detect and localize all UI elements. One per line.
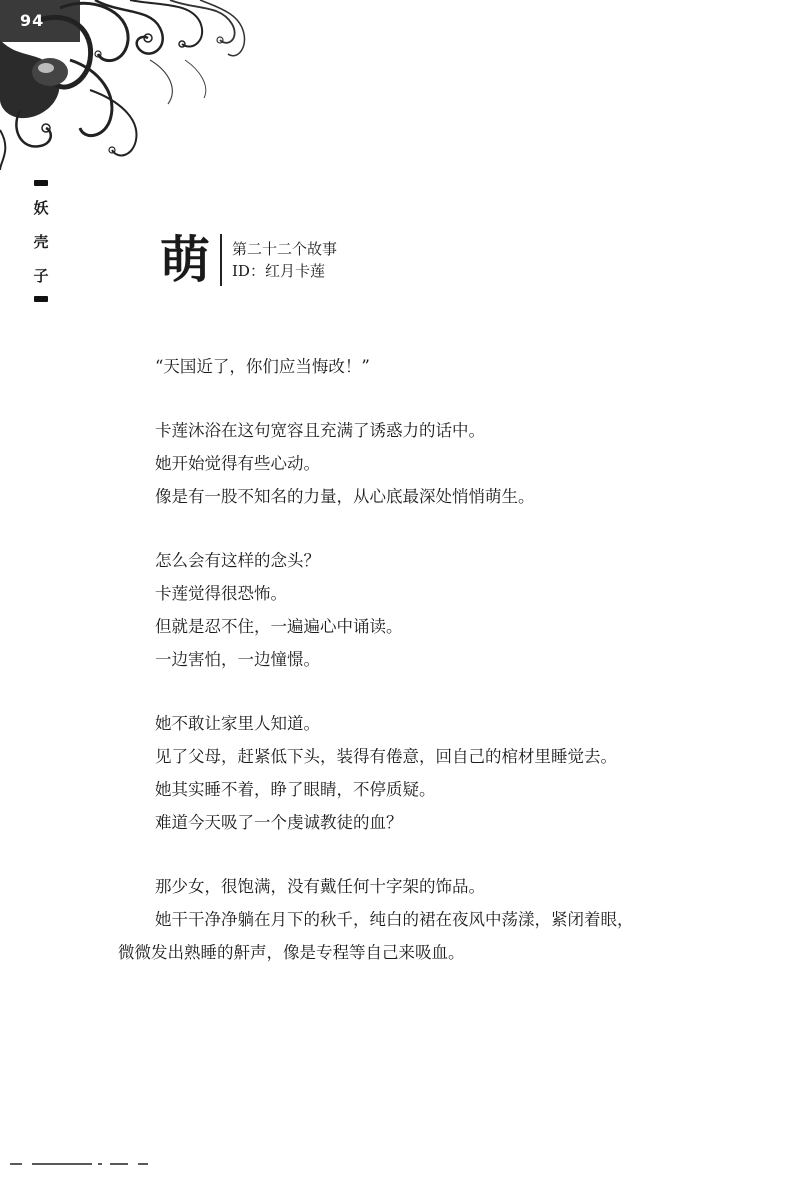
text-line: 她开始觉得有些心动。: [155, 454, 320, 473]
text-line: 见了父母，赶紧低下头，装得有倦意，回自己的棺材里睡觉去。: [155, 747, 617, 766]
chapter-title-char: 萌: [160, 230, 210, 289]
book-title-vertical: [30, 180, 52, 302]
title-bracket-bottom: [34, 296, 48, 302]
book-title-chars: [33, 200, 48, 284]
page-number: 94: [20, 11, 45, 30]
author-id: ID：红月卡莲: [232, 262, 325, 280]
text-line: 卡莲觉得很恐怖。: [155, 584, 287, 603]
text-line: 像是有一股不知名的力量，从心底最深处悄悄萌生。: [155, 487, 535, 506]
chapter-heading: [160, 228, 337, 292]
story-body: [118, 350, 718, 1000]
paragraph: [118, 707, 718, 839]
heading-divider: [220, 234, 222, 286]
book-title-char: 壳: [33, 233, 49, 251]
chapter-meta: [232, 238, 337, 282]
title-bracket-top: [34, 180, 48, 186]
book-title-char: 子: [33, 267, 49, 285]
footer-scan-marks: [10, 1160, 160, 1168]
text-line: 卡莲沐浴在这句宽容且充满了诱惑力的话中。: [155, 421, 485, 440]
text-line: 微微发出熟睡的鼾声，像是专程等自己来吸血。: [118, 943, 465, 962]
text-line: 怎么会有这样的念头？: [155, 551, 320, 570]
text-line: 难道今天吸了一个虔诚教徒的血？: [155, 813, 403, 832]
paragraph: [118, 414, 718, 513]
text-line: “天国近了，你们应当悔改！”: [155, 357, 370, 376]
story-label: 第二十二个故事: [232, 240, 338, 258]
text-line: 她其实睡不着，睁了眼睛，不停质疑。: [155, 780, 436, 799]
paragraph: [118, 350, 718, 383]
text-line: 那少女，很饱满，没有戴任何十字架的饰品。: [155, 877, 485, 896]
text-line: 她干干净净躺在月下的秋千，纯白的裙在夜风中荡漾，紧闭着眼，: [155, 910, 634, 929]
text-line: 她不敢让家里人知道。: [155, 714, 320, 733]
paragraph: [118, 544, 718, 676]
book-title-char: 妖: [33, 199, 49, 217]
text-line: 但就是忍不住，一遍遍心中诵读。: [155, 617, 403, 636]
text-line: 一边害怕，一边憧憬。: [155, 650, 320, 669]
paragraph: [118, 870, 718, 969]
